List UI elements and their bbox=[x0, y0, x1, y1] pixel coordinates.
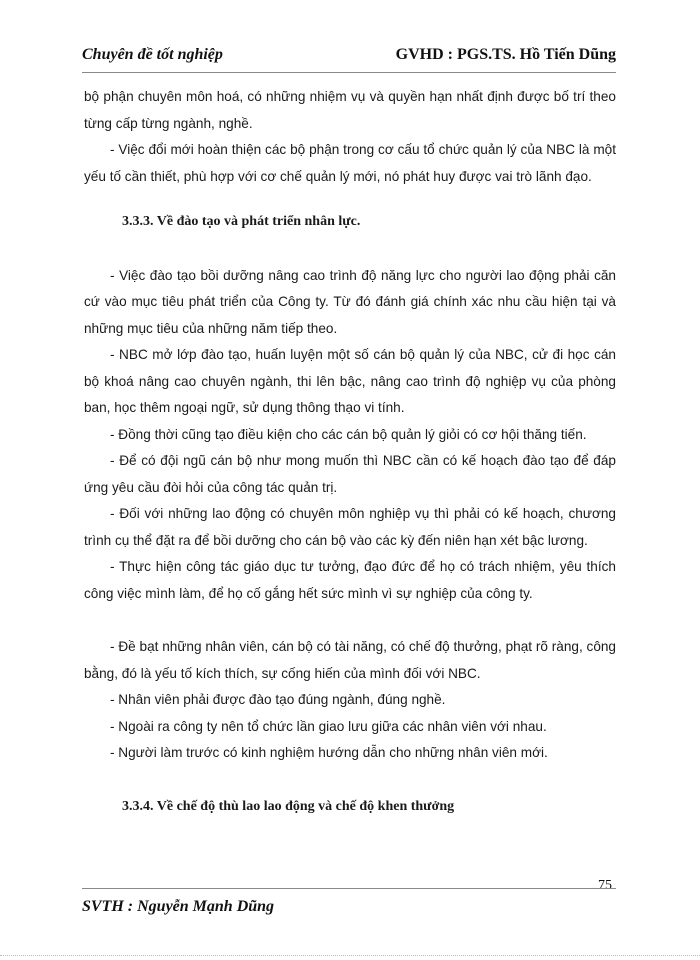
footer-author: SVTH : Nguyễn Mạnh Dũng bbox=[82, 898, 275, 915]
footer-divider bbox=[82, 888, 616, 889]
paragraph: - Đối với những lao động có chuyên môn nghiệp vụ thì phải có kế hoạch, chương trình cụ thể đặt ra để bồi dưỡng cho cán bộ vào các kỳ đến niên hạn xét bậc lương. bbox=[84, 506, 616, 548]
paragraph: - Việc đổi mới hoàn thiện các bộ phận trong cơ cấu tổ chức quản lý của NBC là một yếu tố cần thiết, phù hợp với cơ chế quản lý mới, nó phát huy được vai trò lãnh đạo. bbox=[84, 142, 616, 184]
page-header bbox=[82, 46, 616, 68]
paragraph: - Nhân viên phải được đào tạo đúng ngành, đúng nghề. bbox=[110, 692, 446, 707]
paragraph: - Thực hiện công tác giáo dục tư tưởng, đạo đức để họ có trách nhiệm, yêu thích công việc mình làm, để họ cố gắng hết sức mình vì sự nghiệp của công ty. bbox=[84, 559, 616, 601]
paragraph: - NBC mở lớp đào tạo, huấn luyện một số cán bộ quản lý của NBC, cử đi học cán bộ khoá nâng cao chuyên ngành, thi lên bậc, nâng cao trình độ nghiệp vụ của phòng ban, học thêm ngoại ngữ, sử dụng thông thạo vi tính. bbox=[84, 347, 616, 415]
paragraph: - Việc đào tạo bồi dưỡng nâng cao trình độ năng lực cho người lao động phải căn cứ vào mục tiêu phát triển của Công ty. Từ đó đánh giá chính xác nhu cầu hiện tại và những mục tiêu của những năm tiếp theo. bbox=[84, 267, 616, 336]
paragraph: - Ngoài ra công ty nên tổ chức lần giao lưu giữa các nhân viên với nhau. bbox=[110, 718, 547, 734]
section-heading-3-3-4: 3.3.4. Về chế độ thù lao lao động và chế độ khen thưởng bbox=[122, 798, 455, 814]
page-bottom-border bbox=[0, 955, 700, 956]
header-divider bbox=[82, 72, 616, 73]
paragraph: - Đề bạt những nhân viên, cán bộ có tài năng, có chế độ thưởng, phạt rõ ràng, công bằng, đó là yếu tố kích thích, sự cống hiến của mình đối với NBC. bbox=[84, 639, 616, 681]
paragraph: - Để có đội ngũ cán bộ như mong muốn thì NBC cần có kế hoạch đào tạo để đáp ứng yêu cầu đòi hỏi của công tác quản trị. bbox=[84, 453, 616, 495]
paragraph: - Đồng thời cũng tạo điều kiện cho các cán bộ quản lý giỏi có cơ hội thăng tiến. bbox=[110, 426, 587, 442]
section-heading-3-3-3: 3.3.3. Về đào tạo và phát triển nhân lực. bbox=[122, 214, 361, 229]
header-title: Chuyên đề tốt nghiệp bbox=[82, 46, 223, 63]
header-advisor: GVHD : PGS.TS. Hồ Tiến Dũng bbox=[395, 46, 616, 63]
page-number: 75 bbox=[598, 878, 612, 893]
paragraph: bộ phận chuyên môn hoá, có những nhiệm vụ và quyền hạn nhất định được bố trí theo từng cấp từng ngành, nghề. bbox=[84, 89, 616, 131]
paragraph: - Người làm trước có kinh nghiệm hướng dẫn cho những nhân viên mới. bbox=[110, 745, 548, 760]
document-body bbox=[84, 84, 616, 820]
